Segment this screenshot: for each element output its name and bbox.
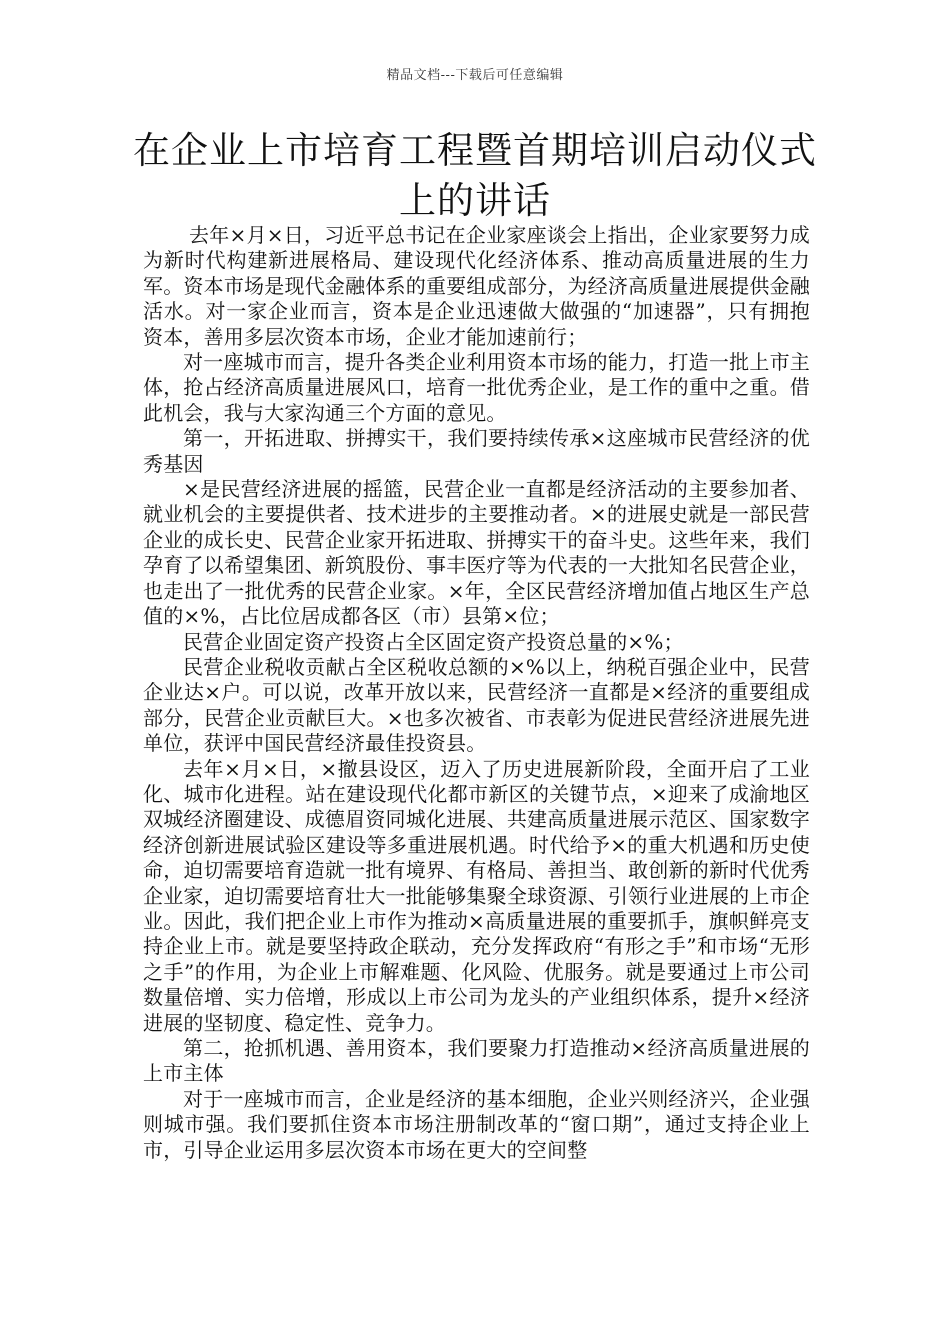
paragraph: ×是民营经济进展的摇篮，民营企业一直都是经济活动的主要参加者、就业机会的主要提供者、技术进步的主要推动者。×的进展史就是一部民营企业的成长史、民营企业家开拓进取、拼搏实干的奋斗史。这些年来，我们孕育了以希望集团、新筑股份、事丰医疗等为代表的一大批知名民营企业，也走出了一批优秀的民营企业家。×年，全区民营经济增加值占地区生产总值的×%，占比位居成都各区（市）县第×位；: [143, 477, 810, 629]
paragraph: 去年×月×日，×撤县设区，迈入了历史进展新阶段，全面开启了工业化、城市化进程。站在建设现代化都市新区的关键节点，×迎来了成渝地区双城经济圈建设、成德眉资同城化进展、共建高质量进展示范区、国家数字经济创新进展试验区建设等多重进展机遇。时代给予×的重大机遇和历史使命，迫切需要培育造就一批有境界、有格局、善担当、敢创新的新时代优秀企业家，迫切需要培育壮大一批能够集聚全球资源、引领行业进展的上市企业。因此，我们把企业上市作为推动×高质量进展的重要抓手，旗帜鲜亮支持企业上市。就是要坚持政企联动，充分发挥政府“有形之手”和市场“无形之手”的作用，为企业上市解难题、化风险、优服务。就是要通过上市公司数量倍增、实力倍增，形成以上市公司为龙头的产业组织体系，提升×经济进展的坚韧度、稳定性、竞争力。: [143, 756, 810, 1035]
paragraph: 对一座城市而言，提升各类企业利用资本市场的能力，打造一批上市主体，抢占经济高质量进展风口，培育一批优秀企业，是工作的重中之重。借此机会，我与大家沟通三个方面的意见。: [143, 350, 810, 425]
paragraph: 民营企业税收贡献占全区税收总额的×%以上，纳税百强企业中，民营企业达×户。可以说，改革开放以来，民营经济一直都是×经济的重要组成部分，民营企业贡献巨大。×也多次被省、市表彰为促进民营经济进展先进单位，获评中国民营经济最佳投资县。: [143, 654, 810, 756]
document-body: [143, 223, 810, 1163]
document-title: 在企业上市培育工程暨首期培训启动仪式上的讲话: [133, 129, 817, 222]
page-header: 精品文档---下载后可任意编辑: [386, 68, 564, 83]
paragraph: 对于一座城市而言，企业是经济的基本细胞，企业兴则经济兴，企业强则城市强。我们要抓住资本市场注册制改革的“窗口期”，通过支持企业上市，引导企业运用多层次资本市场在更大的空间整: [143, 1086, 810, 1162]
paragraph: 民营企业固定资产投资占全区固定资产投资总量的×%；: [183, 629, 684, 654]
paragraph: 去年×月×日，习近平总书记在企业家座谈会上指出，企业家要努力成为新时代构建新进展格局、建设现代化经济体系、推动高质量进展的生力军。资本市场是现代金融体系的重要组成部分，为经济高质量进展提供金融活水。对一家企业而言，资本是企业迅速做大做强的“加速器”，只有拥抱资本，善用多层次资本市场，企业才能加速前行；: [143, 223, 810, 349]
section-heading: 第一，开拓进取、拼搏实干，我们要持续传承×这座城市民营经济的优秀基因: [143, 426, 810, 476]
section-heading: 第二，抢抓机遇、善用资本，我们要聚力打造推动×经济高质量进展的上市主体: [143, 1036, 810, 1086]
